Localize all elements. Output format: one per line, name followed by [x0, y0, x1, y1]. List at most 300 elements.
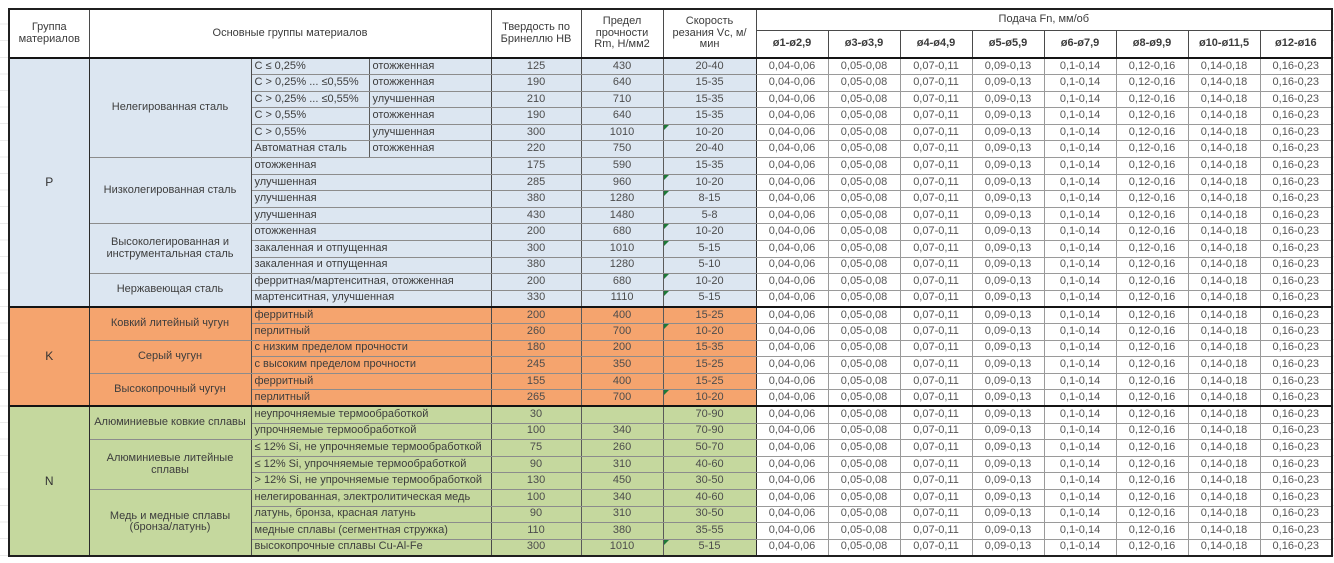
cell-feed-4[interactable]: 0,09-0,13: [972, 506, 1044, 523]
cell-feed-6[interactable]: 0,12-0,16: [1116, 241, 1188, 258]
cell-feed-4[interactable]: 0,09-0,13: [972, 473, 1044, 490]
cell-feed-3[interactable]: 0,07-0,11: [900, 456, 972, 473]
cell-feed-8[interactable]: 0,16-0,23: [1260, 523, 1332, 540]
cell-feed-2[interactable]: 0,05-0,08: [828, 174, 900, 191]
cell-feed-7[interactable]: 0,14-0,18: [1188, 406, 1260, 423]
cell-feed-8[interactable]: 0,16-0,23: [1260, 91, 1332, 108]
cell-subgroup[interactable]: Высоколегированная и инструментальная сталь: [89, 224, 251, 274]
cell-subgroup[interactable]: Нержавеющая сталь: [89, 274, 251, 307]
cell-feed-3[interactable]: 0,07-0,11: [900, 489, 972, 506]
cell-feed-5[interactable]: 0,1-0,14: [1044, 174, 1116, 191]
cell-hardness-hb[interactable]: 300: [491, 124, 581, 141]
cell-feed-8[interactable]: 0,16-0,23: [1260, 489, 1332, 506]
cell-hardness-hb[interactable]: 200: [491, 307, 581, 324]
cell-feed-5[interactable]: 0,1-0,14: [1044, 473, 1116, 490]
cell-feed-4[interactable]: 0,09-0,13: [972, 390, 1044, 407]
cell-feed-1[interactable]: 0,04-0,06: [756, 174, 828, 191]
cell-feed-4[interactable]: 0,09-0,13: [972, 489, 1044, 506]
cell-cutting-speed-vc[interactable]: 15-35: [663, 108, 756, 125]
cell-feed-1[interactable]: 0,04-0,06: [756, 158, 828, 175]
cell-feed-2[interactable]: 0,05-0,08: [828, 324, 900, 341]
cell-feed-3[interactable]: 0,07-0,11: [900, 274, 972, 291]
cell-feed-5[interactable]: 0,1-0,14: [1044, 274, 1116, 291]
cell-feed-1[interactable]: 0,04-0,06: [756, 523, 828, 540]
cell-detail-state[interactable]: отожженная: [369, 75, 491, 92]
cell-feed-3[interactable]: 0,07-0,11: [900, 224, 972, 241]
cell-feed-8[interactable]: 0,16-0,23: [1260, 406, 1332, 423]
cell-feed-2[interactable]: 0,05-0,08: [828, 124, 900, 141]
cell-hardness-hb[interactable]: 260: [491, 324, 581, 341]
cell-subgroup[interactable]: Ковкий литейный чугун: [89, 307, 251, 340]
cell-feed-2[interactable]: 0,05-0,08: [828, 340, 900, 357]
cell-feed-6[interactable]: 0,12-0,16: [1116, 307, 1188, 324]
cell-detail[interactable]: ферритный: [251, 307, 491, 324]
cell-feed-5[interactable]: 0,1-0,14: [1044, 191, 1116, 208]
cell-feed-1[interactable]: 0,04-0,06: [756, 75, 828, 92]
cell-feed-4[interactable]: 0,09-0,13: [972, 274, 1044, 291]
cell-feed-1[interactable]: 0,04-0,06: [756, 506, 828, 523]
cell-feed-2[interactable]: 0,05-0,08: [828, 489, 900, 506]
cell-feed-5[interactable]: 0,1-0,14: [1044, 91, 1116, 108]
cell-cutting-speed-vc[interactable]: 10-20: [663, 324, 756, 341]
cell-feed-5[interactable]: 0,1-0,14: [1044, 58, 1116, 75]
cell-feed-5[interactable]: 0,1-0,14: [1044, 340, 1116, 357]
cell-strength-rm[interactable]: 1280: [581, 191, 663, 208]
cell-cutting-speed-vc[interactable]: 15-25: [663, 357, 756, 374]
cell-feed-3[interactable]: 0,07-0,11: [900, 390, 972, 407]
cell-feed-6[interactable]: 0,12-0,16: [1116, 174, 1188, 191]
cell-feed-8[interactable]: 0,16-0,23: [1260, 207, 1332, 224]
cell-cutting-speed-vc[interactable]: 30-50: [663, 473, 756, 490]
cell-hardness-hb[interactable]: 300: [491, 539, 581, 556]
cell-cutting-speed-vc[interactable]: 10-20: [663, 274, 756, 291]
cell-feed-7[interactable]: 0,14-0,18: [1188, 307, 1260, 324]
cell-feed-4[interactable]: 0,09-0,13: [972, 307, 1044, 324]
cell-strength-rm[interactable]: 700: [581, 390, 663, 407]
cell-feed-5[interactable]: 0,1-0,14: [1044, 539, 1116, 556]
cell-feed-6[interactable]: 0,12-0,16: [1116, 539, 1188, 556]
cell-feed-7[interactable]: 0,14-0,18: [1188, 324, 1260, 341]
cell-subgroup[interactable]: Алюминиевые ковкие сплавы: [89, 406, 251, 439]
cell-feed-3[interactable]: 0,07-0,11: [900, 141, 972, 158]
cell-feed-2[interactable]: 0,05-0,08: [828, 440, 900, 457]
cell-feed-5[interactable]: 0,1-0,14: [1044, 257, 1116, 274]
cell-feed-4[interactable]: 0,09-0,13: [972, 324, 1044, 341]
cell-feed-2[interactable]: 0,05-0,08: [828, 75, 900, 92]
cell-feed-6[interactable]: 0,12-0,16: [1116, 473, 1188, 490]
cell-cutting-speed-vc[interactable]: 15-35: [663, 158, 756, 175]
cell-feed-7[interactable]: 0,14-0,18: [1188, 539, 1260, 556]
cell-hardness-hb[interactable]: 100: [491, 489, 581, 506]
cell-feed-2[interactable]: 0,05-0,08: [828, 274, 900, 291]
cell-hardness-hb[interactable]: 30: [491, 406, 581, 423]
cell-feed-2[interactable]: 0,05-0,08: [828, 108, 900, 125]
cell-feed-6[interactable]: 0,12-0,16: [1116, 440, 1188, 457]
cell-feed-7[interactable]: 0,14-0,18: [1188, 257, 1260, 274]
cell-feed-8[interactable]: 0,16-0,23: [1260, 506, 1332, 523]
cell-feed-8[interactable]: 0,16-0,23: [1260, 340, 1332, 357]
cell-feed-4[interactable]: 0,09-0,13: [972, 290, 1044, 307]
cell-material-group-K[interactable]: K: [9, 307, 89, 407]
cell-feed-8[interactable]: 0,16-0,23: [1260, 158, 1332, 175]
cell-feed-4[interactable]: 0,09-0,13: [972, 174, 1044, 191]
cell-feed-6[interactable]: 0,12-0,16: [1116, 523, 1188, 540]
cell-detail[interactable]: улучшенная: [251, 191, 491, 208]
cell-strength-rm[interactable]: 400: [581, 307, 663, 324]
cell-detail-state[interactable]: отожженная: [369, 58, 491, 75]
cell-feed-7[interactable]: 0,14-0,18: [1188, 506, 1260, 523]
cell-strength-rm[interactable]: 400: [581, 373, 663, 390]
cell-feed-2[interactable]: 0,05-0,08: [828, 58, 900, 75]
cell-feed-6[interactable]: 0,12-0,16: [1116, 207, 1188, 224]
cell-cutting-speed-vc[interactable]: 70-90: [663, 423, 756, 440]
cell-feed-5[interactable]: 0,1-0,14: [1044, 324, 1116, 341]
cell-cutting-speed-vc[interactable]: 35-55: [663, 523, 756, 540]
header-feed-title[interactable]: Подача Fn, мм/об: [756, 9, 1332, 30]
cell-feed-1[interactable]: 0,04-0,06: [756, 440, 828, 457]
cell-feed-6[interactable]: 0,12-0,16: [1116, 290, 1188, 307]
cell-feed-6[interactable]: 0,12-0,16: [1116, 124, 1188, 141]
cell-feed-4[interactable]: 0,09-0,13: [972, 108, 1044, 125]
cell-hardness-hb[interactable]: 430: [491, 207, 581, 224]
cell-feed-1[interactable]: 0,04-0,06: [756, 224, 828, 241]
cell-feed-1[interactable]: 0,04-0,06: [756, 290, 828, 307]
cell-detail-composition[interactable]: C > 0,55%: [251, 124, 369, 141]
cell-feed-6[interactable]: 0,12-0,16: [1116, 340, 1188, 357]
cell-hardness-hb[interactable]: 330: [491, 290, 581, 307]
cell-feed-6[interactable]: 0,12-0,16: [1116, 58, 1188, 75]
cell-feed-8[interactable]: 0,16-0,23: [1260, 108, 1332, 125]
cell-feed-2[interactable]: 0,05-0,08: [828, 473, 900, 490]
cell-feed-7[interactable]: 0,14-0,18: [1188, 75, 1260, 92]
cell-strength-rm[interactable]: 680: [581, 224, 663, 241]
cell-strength-rm[interactable]: 310: [581, 456, 663, 473]
cell-detail[interactable]: высокопрочные сплавы Cu-Al-Fe: [251, 539, 491, 556]
cell-feed-2[interactable]: 0,05-0,08: [828, 191, 900, 208]
cell-feed-1[interactable]: 0,04-0,06: [756, 406, 828, 423]
cell-feed-7[interactable]: 0,14-0,18: [1188, 489, 1260, 506]
cell-feed-3[interactable]: 0,07-0,11: [900, 174, 972, 191]
cell-feed-8[interactable]: 0,16-0,23: [1260, 274, 1332, 291]
cell-feed-6[interactable]: 0,12-0,16: [1116, 224, 1188, 241]
cell-strength-rm[interactable]: 640: [581, 75, 663, 92]
cell-feed-4[interactable]: 0,09-0,13: [972, 207, 1044, 224]
cell-cutting-speed-vc[interactable]: 5-15: [663, 241, 756, 258]
cell-feed-3[interactable]: 0,07-0,11: [900, 290, 972, 307]
cell-feed-5[interactable]: 0,1-0,14: [1044, 357, 1116, 374]
cell-hardness-hb[interactable]: 265: [491, 390, 581, 407]
cell-strength-rm[interactable]: 700: [581, 324, 663, 341]
cell-feed-6[interactable]: 0,12-0,16: [1116, 108, 1188, 125]
cell-detail[interactable]: с низким пределом прочности: [251, 340, 491, 357]
cell-cutting-speed-vc[interactable]: 15-25: [663, 373, 756, 390]
cell-feed-8[interactable]: 0,16-0,23: [1260, 473, 1332, 490]
cell-feed-3[interactable]: 0,07-0,11: [900, 357, 972, 374]
cell-feed-4[interactable]: 0,09-0,13: [972, 340, 1044, 357]
cell-feed-5[interactable]: 0,1-0,14: [1044, 456, 1116, 473]
cell-detail[interactable]: отожженная: [251, 158, 491, 175]
cell-feed-1[interactable]: 0,04-0,06: [756, 307, 828, 324]
cell-feed-6[interactable]: 0,12-0,16: [1116, 141, 1188, 158]
cell-cutting-speed-vc[interactable]: 15-25: [663, 307, 756, 324]
cell-feed-2[interactable]: 0,05-0,08: [828, 257, 900, 274]
cell-strength-rm[interactable]: [581, 406, 663, 423]
cell-feed-4[interactable]: 0,09-0,13: [972, 124, 1044, 141]
cell-feed-8[interactable]: 0,16-0,23: [1260, 423, 1332, 440]
cell-feed-2[interactable]: 0,05-0,08: [828, 456, 900, 473]
header-diameter-4[interactable]: ø5-ø5,9: [972, 30, 1044, 58]
cell-feed-8[interactable]: 0,16-0,23: [1260, 174, 1332, 191]
cell-cutting-speed-vc[interactable]: 5-15: [663, 290, 756, 307]
cell-cutting-speed-vc[interactable]: 40-60: [663, 489, 756, 506]
cell-subgroup[interactable]: Медь и медные сплавы (бронза/латунь): [89, 489, 251, 555]
header-diameter-1[interactable]: ø1-ø2,9: [756, 30, 828, 58]
cell-detail-composition[interactable]: C > 0,25% ... ≤0,55%: [251, 91, 369, 108]
cell-feed-5[interactable]: 0,1-0,14: [1044, 241, 1116, 258]
cell-strength-rm[interactable]: 430: [581, 58, 663, 75]
cell-feed-7[interactable]: 0,14-0,18: [1188, 224, 1260, 241]
header-diameter-8[interactable]: ø12-ø16: [1260, 30, 1332, 58]
header-diameter-5[interactable]: ø6-ø7,9: [1044, 30, 1116, 58]
cell-feed-2[interactable]: 0,05-0,08: [828, 423, 900, 440]
cell-feed-4[interactable]: 0,09-0,13: [972, 75, 1044, 92]
cell-hardness-hb[interactable]: 245: [491, 357, 581, 374]
cell-strength-rm[interactable]: 450: [581, 473, 663, 490]
cell-strength-rm[interactable]: 960: [581, 174, 663, 191]
cell-feed-8[interactable]: 0,16-0,23: [1260, 307, 1332, 324]
header-material-group[interactable]: Группа материалов: [9, 9, 89, 58]
cell-feed-6[interactable]: 0,12-0,16: [1116, 75, 1188, 92]
cell-feed-4[interactable]: 0,09-0,13: [972, 357, 1044, 374]
cell-material-group-N[interactable]: N: [9, 406, 89, 555]
cell-feed-1[interactable]: 0,04-0,06: [756, 274, 828, 291]
cell-feed-5[interactable]: 0,1-0,14: [1044, 390, 1116, 407]
cell-strength-rm[interactable]: 1010: [581, 124, 663, 141]
cell-feed-7[interactable]: 0,14-0,18: [1188, 58, 1260, 75]
cell-feed-2[interactable]: 0,05-0,08: [828, 373, 900, 390]
cell-hardness-hb[interactable]: 125: [491, 58, 581, 75]
cell-cutting-speed-vc[interactable]: 10-20: [663, 174, 756, 191]
cell-subgroup[interactable]: Серый чугун: [89, 340, 251, 373]
cell-detail[interactable]: закаленная и отпущенная: [251, 257, 491, 274]
cell-feed-4[interactable]: 0,09-0,13: [972, 158, 1044, 175]
cell-feed-5[interactable]: 0,1-0,14: [1044, 124, 1116, 141]
cell-feed-3[interactable]: 0,07-0,11: [900, 58, 972, 75]
cell-hardness-hb[interactable]: 130: [491, 473, 581, 490]
cell-cutting-speed-vc[interactable]: 15-35: [663, 91, 756, 108]
cell-subgroup[interactable]: Нелегированная сталь: [89, 58, 251, 158]
cell-detail-composition[interactable]: C ≤ 0,25%: [251, 58, 369, 75]
cell-feed-1[interactable]: 0,04-0,06: [756, 423, 828, 440]
cell-feed-6[interactable]: 0,12-0,16: [1116, 406, 1188, 423]
cell-subgroup[interactable]: Низколегированная сталь: [89, 158, 251, 224]
cell-strength-rm[interactable]: 710: [581, 91, 663, 108]
cell-feed-2[interactable]: 0,05-0,08: [828, 91, 900, 108]
cell-feed-2[interactable]: 0,05-0,08: [828, 506, 900, 523]
cell-feed-4[interactable]: 0,09-0,13: [972, 423, 1044, 440]
cell-hardness-hb[interactable]: 380: [491, 257, 581, 274]
cell-feed-3[interactable]: 0,07-0,11: [900, 158, 972, 175]
cell-hardness-hb[interactable]: 175: [491, 158, 581, 175]
cell-detail-state[interactable]: улучшенная: [369, 124, 491, 141]
cell-detail[interactable]: перлитный: [251, 324, 491, 341]
cell-feed-6[interactable]: 0,12-0,16: [1116, 257, 1188, 274]
cell-feed-1[interactable]: 0,04-0,06: [756, 324, 828, 341]
cell-feed-7[interactable]: 0,14-0,18: [1188, 340, 1260, 357]
cell-feed-7[interactable]: 0,14-0,18: [1188, 523, 1260, 540]
header-diameter-6[interactable]: ø8-ø9,9: [1116, 30, 1188, 58]
cell-feed-7[interactable]: 0,14-0,18: [1188, 241, 1260, 258]
cell-feed-7[interactable]: 0,14-0,18: [1188, 124, 1260, 141]
cell-cutting-speed-vc[interactable]: 15-35: [663, 75, 756, 92]
cell-feed-6[interactable]: 0,12-0,16: [1116, 91, 1188, 108]
cell-feed-4[interactable]: 0,09-0,13: [972, 141, 1044, 158]
cell-feed-5[interactable]: 0,1-0,14: [1044, 224, 1116, 241]
cell-cutting-speed-vc[interactable]: 5-8: [663, 207, 756, 224]
cell-feed-3[interactable]: 0,07-0,11: [900, 373, 972, 390]
cell-feed-2[interactable]: 0,05-0,08: [828, 241, 900, 258]
cell-feed-3[interactable]: 0,07-0,11: [900, 257, 972, 274]
cell-feed-1[interactable]: 0,04-0,06: [756, 91, 828, 108]
cell-feed-6[interactable]: 0,12-0,16: [1116, 373, 1188, 390]
header-tensile-strength[interactable]: Предел прочности Rm, Н/мм2: [581, 9, 663, 58]
cell-feed-3[interactable]: 0,07-0,11: [900, 108, 972, 125]
cell-feed-1[interactable]: 0,04-0,06: [756, 108, 828, 125]
cell-detail-state[interactable]: отожженная: [369, 108, 491, 125]
cell-material-group-P[interactable]: P: [9, 58, 89, 307]
cell-feed-7[interactable]: 0,14-0,18: [1188, 357, 1260, 374]
cell-strength-rm[interactable]: 590: [581, 158, 663, 175]
cell-feed-5[interactable]: 0,1-0,14: [1044, 423, 1116, 440]
cell-subgroup[interactable]: Алюминиевые литейные сплавы: [89, 440, 251, 490]
cell-hardness-hb[interactable]: 110: [491, 523, 581, 540]
cell-feed-8[interactable]: 0,16-0,23: [1260, 141, 1332, 158]
cell-detail[interactable]: ≤ 12% Si, не упрочняемые термообработкой: [251, 440, 491, 457]
cell-feed-5[interactable]: 0,1-0,14: [1044, 75, 1116, 92]
cell-feed-5[interactable]: 0,1-0,14: [1044, 108, 1116, 125]
cell-cutting-speed-vc[interactable]: 10-20: [663, 124, 756, 141]
cell-feed-8[interactable]: 0,16-0,23: [1260, 290, 1332, 307]
cell-feed-4[interactable]: 0,09-0,13: [972, 456, 1044, 473]
cell-feed-4[interactable]: 0,09-0,13: [972, 191, 1044, 208]
cell-feed-5[interactable]: 0,1-0,14: [1044, 489, 1116, 506]
cell-feed-5[interactable]: 0,1-0,14: [1044, 506, 1116, 523]
cell-feed-7[interactable]: 0,14-0,18: [1188, 473, 1260, 490]
cell-feed-3[interactable]: 0,07-0,11: [900, 523, 972, 540]
cell-feed-3[interactable]: 0,07-0,11: [900, 440, 972, 457]
cell-feed-3[interactable]: 0,07-0,11: [900, 75, 972, 92]
header-main-material-groups[interactable]: Основные группы материалов: [89, 9, 491, 58]
cell-hardness-hb[interactable]: 210: [491, 91, 581, 108]
cell-feed-2[interactable]: 0,05-0,08: [828, 207, 900, 224]
cell-hardness-hb[interactable]: 220: [491, 141, 581, 158]
cell-feed-8[interactable]: 0,16-0,23: [1260, 390, 1332, 407]
cell-strength-rm[interactable]: 1010: [581, 241, 663, 258]
cell-feed-1[interactable]: 0,04-0,06: [756, 141, 828, 158]
cell-feed-1[interactable]: 0,04-0,06: [756, 124, 828, 141]
cell-cutting-speed-vc[interactable]: 5-15: [663, 539, 756, 556]
cell-feed-6[interactable]: 0,12-0,16: [1116, 489, 1188, 506]
cell-feed-7[interactable]: 0,14-0,18: [1188, 274, 1260, 291]
cell-feed-3[interactable]: 0,07-0,11: [900, 191, 972, 208]
cell-detail-composition[interactable]: C > 0,25% ... ≤0,55%: [251, 75, 369, 92]
cell-feed-3[interactable]: 0,07-0,11: [900, 340, 972, 357]
cell-cutting-speed-vc[interactable]: 8-15: [663, 191, 756, 208]
cell-detail-composition[interactable]: C > 0,55%: [251, 108, 369, 125]
cell-feed-8[interactable]: 0,16-0,23: [1260, 124, 1332, 141]
cell-strength-rm[interactable]: 750: [581, 141, 663, 158]
cell-cutting-speed-vc[interactable]: 30-50: [663, 506, 756, 523]
cell-feed-8[interactable]: 0,16-0,23: [1260, 241, 1332, 258]
cell-detail[interactable]: нелегированная, электролитическая медь: [251, 489, 491, 506]
cell-feed-2[interactable]: 0,05-0,08: [828, 307, 900, 324]
cell-feed-6[interactable]: 0,12-0,16: [1116, 423, 1188, 440]
cell-detail[interactable]: латунь, бронза, красная латунь: [251, 506, 491, 523]
cell-strength-rm[interactable]: 200: [581, 340, 663, 357]
cell-feed-2[interactable]: 0,05-0,08: [828, 539, 900, 556]
cell-feed-8[interactable]: 0,16-0,23: [1260, 324, 1332, 341]
cell-hardness-hb[interactable]: 90: [491, 456, 581, 473]
cell-feed-8[interactable]: 0,16-0,23: [1260, 58, 1332, 75]
cell-feed-4[interactable]: 0,09-0,13: [972, 224, 1044, 241]
cell-strength-rm[interactable]: 260: [581, 440, 663, 457]
cell-feed-3[interactable]: 0,07-0,11: [900, 91, 972, 108]
cell-strength-rm[interactable]: 350: [581, 357, 663, 374]
cell-feed-5[interactable]: 0,1-0,14: [1044, 440, 1116, 457]
cell-detail[interactable]: ферритный: [251, 373, 491, 390]
cell-strength-rm[interactable]: 1110: [581, 290, 663, 307]
cell-detail[interactable]: медные сплавы (сегментная стружка): [251, 523, 491, 540]
cell-feed-5[interactable]: 0,1-0,14: [1044, 523, 1116, 540]
cell-hardness-hb[interactable]: 190: [491, 75, 581, 92]
cell-feed-1[interactable]: 0,04-0,06: [756, 489, 828, 506]
cell-feed-7[interactable]: 0,14-0,18: [1188, 373, 1260, 390]
cell-feed-7[interactable]: 0,14-0,18: [1188, 290, 1260, 307]
cell-feed-4[interactable]: 0,09-0,13: [972, 91, 1044, 108]
cell-feed-2[interactable]: 0,05-0,08: [828, 390, 900, 407]
cell-feed-7[interactable]: 0,14-0,18: [1188, 456, 1260, 473]
cell-feed-8[interactable]: 0,16-0,23: [1260, 191, 1332, 208]
cell-hardness-hb[interactable]: 200: [491, 274, 581, 291]
cell-detail-state[interactable]: улучшенная: [369, 91, 491, 108]
header-cutting-speed[interactable]: Скорость резания Vc, м/мин: [663, 9, 756, 58]
cell-feed-1[interactable]: 0,04-0,06: [756, 539, 828, 556]
cell-feed-7[interactable]: 0,14-0,18: [1188, 158, 1260, 175]
cell-detail[interactable]: ≤ 12% Si, упрочняемые термообработкой: [251, 456, 491, 473]
cell-feed-4[interactable]: 0,09-0,13: [972, 440, 1044, 457]
cell-hardness-hb[interactable]: 155: [491, 373, 581, 390]
cell-feed-5[interactable]: 0,1-0,14: [1044, 141, 1116, 158]
cell-feed-4[interactable]: 0,09-0,13: [972, 373, 1044, 390]
cell-feed-5[interactable]: 0,1-0,14: [1044, 307, 1116, 324]
cell-feed-1[interactable]: 0,04-0,06: [756, 373, 828, 390]
cell-feed-3[interactable]: 0,07-0,11: [900, 406, 972, 423]
cell-feed-4[interactable]: 0,09-0,13: [972, 523, 1044, 540]
cell-cutting-speed-vc[interactable]: 5-10: [663, 257, 756, 274]
cell-feed-2[interactable]: 0,05-0,08: [828, 523, 900, 540]
cell-subgroup[interactable]: Высокопрочный чугун: [89, 373, 251, 406]
cell-feed-7[interactable]: 0,14-0,18: [1188, 141, 1260, 158]
cell-feed-5[interactable]: 0,1-0,14: [1044, 158, 1116, 175]
cell-feed-1[interactable]: 0,04-0,06: [756, 456, 828, 473]
cell-feed-8[interactable]: 0,16-0,23: [1260, 440, 1332, 457]
cell-feed-3[interactable]: 0,07-0,11: [900, 324, 972, 341]
cell-cutting-speed-vc[interactable]: 10-20: [663, 390, 756, 407]
cell-feed-1[interactable]: 0,04-0,06: [756, 191, 828, 208]
cell-feed-5[interactable]: 0,1-0,14: [1044, 207, 1116, 224]
cell-feed-2[interactable]: 0,05-0,08: [828, 357, 900, 374]
cell-detail[interactable]: закаленная и отпущенная: [251, 241, 491, 258]
